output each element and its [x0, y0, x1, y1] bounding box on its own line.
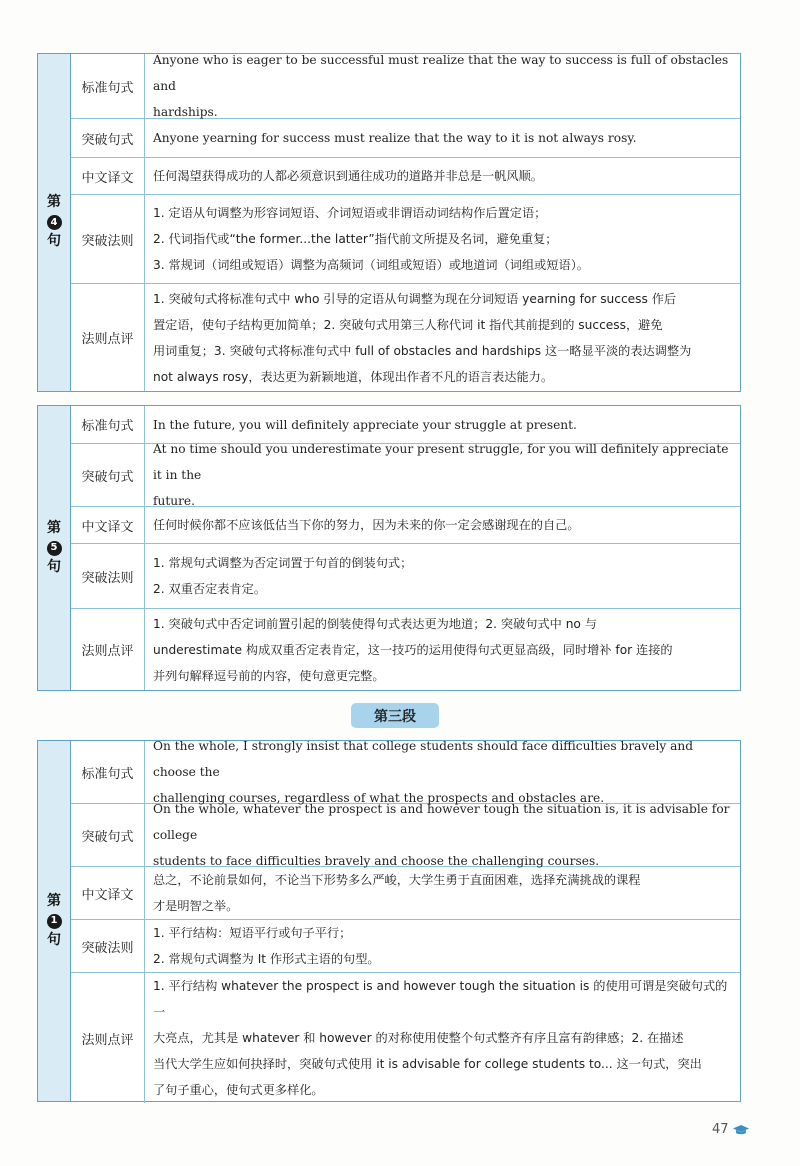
content-line: 当代大学生应如何抉择时，突破句式使用 it is advisable for college students to... 这一句式，突出: [153, 1057, 702, 1071]
row-content: [145, 54, 740, 118]
row-content: [145, 444, 740, 506]
row-content: [145, 920, 740, 972]
sentence-block-4: [37, 53, 741, 392]
row-translation: [71, 867, 740, 920]
row-content: [145, 284, 740, 391]
content-line: On the whole, whatever the prospect is and however tough the situation is, it is advisable for college: [153, 802, 730, 842]
row-label: 法则点评: [71, 609, 145, 690]
sentence-number-badge: 5: [47, 541, 62, 556]
row-label: 中文译文: [71, 507, 145, 543]
content-line: 任何渴望获得成功的人都必须意识到通往成功的道路并非总是一帆风顺。: [153, 169, 543, 183]
sentence-side-label: [38, 406, 71, 690]
content-line: 2. 常规句式调整为 It 作形式主语的句型。: [153, 952, 380, 966]
content-line: 1. 常规句式调整为否定词置于句首的倒装句式；: [153, 556, 413, 570]
content-line: 大亮点，尤其是 whatever 和 however 的对称使用使整个句式整齐有序且富有韵律感；2. 在描述: [153, 1031, 684, 1045]
content-line: 1. 定语从句调整为形容词短语、介词短语或非谓语动词结构作后置定语；: [153, 206, 547, 220]
row-label: 标准句式: [71, 54, 145, 118]
content-line: students to face difficulties bravely and choose the challenging courses.: [153, 854, 600, 868]
content-line: 2. 代词指代或“the former...the latter”指代前文所提及名词，避免重复；: [153, 232, 558, 246]
row-label: 突破句式: [71, 119, 145, 157]
row-label: 突破法则: [71, 195, 145, 283]
content-line: future.: [153, 494, 196, 508]
content-line: On the whole, I strongly insist that college students should face difficulties bravely and choose the: [153, 739, 694, 779]
sentence-block-5: [37, 405, 741, 691]
row-commentary: [71, 609, 740, 690]
page-number: [712, 1122, 750, 1137]
content-line: hardships.: [153, 105, 218, 119]
row-label: 中文译文: [71, 867, 145, 919]
row-label: 突破法则: [71, 544, 145, 608]
row-label: 法则点评: [71, 973, 145, 1103]
content-line: 3. 常规词（词组或短语）调整为高频词（词组或短语）或地道词（词组或短语）。: [153, 258, 589, 272]
row-content: [145, 195, 740, 283]
content-line: In the future, you will definitely appreciate your struggle at present.: [153, 417, 577, 432]
row-label: 法则点评: [71, 284, 145, 391]
row-label: 突破句式: [71, 444, 145, 506]
row-breakthrough: [71, 804, 740, 867]
sentence-number-badge: 4: [47, 215, 62, 230]
row-label: 突破法则: [71, 920, 145, 972]
row-label: 标准句式: [71, 406, 145, 443]
row-content: [145, 867, 740, 919]
page-number-text: 47: [712, 1122, 729, 1137]
content-line: 置定语，使句子结构更加简单；2. 突破句式用第三人称代词 it 指代其前提到的 success，避免: [153, 317, 663, 332]
content-line: not always rosy，表达更为新颖地道，体现出作者不凡的语言表达能力。: [153, 369, 554, 384]
content-line: 1. 突破句式中否定词前置引起的倒装使得句式表达更为地道；2. 突破句式中 no 与: [153, 616, 597, 631]
side-suffix: 句: [47, 233, 61, 249]
content-line: 任何时候你都不应该低估当下你的努力，因为未来的你一定会感谢现在的自己。: [153, 518, 580, 532]
sentence-block-1: [37, 740, 741, 1102]
sentence-side-label: [38, 741, 71, 1101]
content-line: challenging courses, regardless of what the prospects and obstacles are.: [153, 791, 605, 805]
row-breakthrough: [71, 444, 740, 507]
row-rules: [71, 920, 740, 973]
row-translation: [71, 507, 740, 544]
row-content: [145, 119, 740, 157]
row-breakthrough: [71, 119, 740, 158]
row-content: [145, 544, 740, 608]
content-line: 1. 突破句式将标准句式中 who 引导的定语从句调整为现在分词短语 yearning for success 作后: [153, 291, 677, 306]
row-content: [145, 741, 740, 803]
row-commentary: [71, 284, 740, 391]
content-line: 并列句解释逗号前的内容，使句意更完整。: [153, 668, 385, 683]
row-standard: [71, 741, 740, 804]
row-rules: [71, 195, 740, 284]
content-line: underestimate 构成双重否定表肯定，这一技巧的运用使得句式更显高级，同时增补 for 连接的: [153, 642, 673, 657]
row-commentary: [71, 973, 740, 1103]
row-content: [145, 507, 740, 543]
side-prefix: 第: [47, 892, 61, 909]
row-standard: [71, 54, 740, 119]
content-line: 才是明智之举。: [153, 899, 239, 913]
side-suffix: 句: [47, 558, 61, 575]
side-prefix: 第: [47, 519, 61, 536]
sentence-number-badge: 1: [47, 914, 62, 929]
section-title-badge: 第三段: [351, 703, 439, 728]
content-line: 用词重复；3. 突破句式将标准句式中 full of obstacles and hardships 这一略显平淡的表达调整为: [153, 343, 692, 358]
content-line: 了句子重心，使句式更多样化。: [153, 1083, 324, 1097]
row-content: [145, 609, 740, 690]
graduation-cap-icon: [732, 1124, 750, 1136]
row-content: [145, 973, 740, 1103]
content-line: 2. 双重否定表肯定。: [153, 582, 267, 596]
row-content: [145, 804, 740, 866]
content-line: 1. 平行结构 whatever the prospect is and however tough the situation is 的使用可谓是突破句式的一: [153, 979, 728, 1019]
row-label: 中文译文: [71, 158, 145, 194]
row-rules: [71, 544, 740, 609]
sentence-side-label: [38, 54, 71, 391]
row-content: [145, 158, 740, 194]
row-label: 突破句式: [71, 804, 145, 866]
content-line: Anyone who is eager to be successful must realize that the way to success is full of obstacles and: [153, 53, 729, 93]
side-prefix: 第: [47, 194, 61, 211]
side-suffix: 句: [47, 931, 61, 948]
row-translation: [71, 158, 740, 195]
content-line: 1. 平行结构：短语平行或句子平行；: [153, 926, 352, 940]
row-label: 标准句式: [71, 741, 145, 803]
content-line: 总之，不论前景如何，不论当下形势多么严峻，大学生勇于直面困难，选择充满挑战的课程: [153, 873, 641, 887]
content-line: Anyone yearning for success must realize that the way to it is not always rosy.: [153, 131, 637, 145]
content-line: At no time should you underestimate your present struggle, for you will definitely appreciate it in the: [153, 442, 729, 482]
